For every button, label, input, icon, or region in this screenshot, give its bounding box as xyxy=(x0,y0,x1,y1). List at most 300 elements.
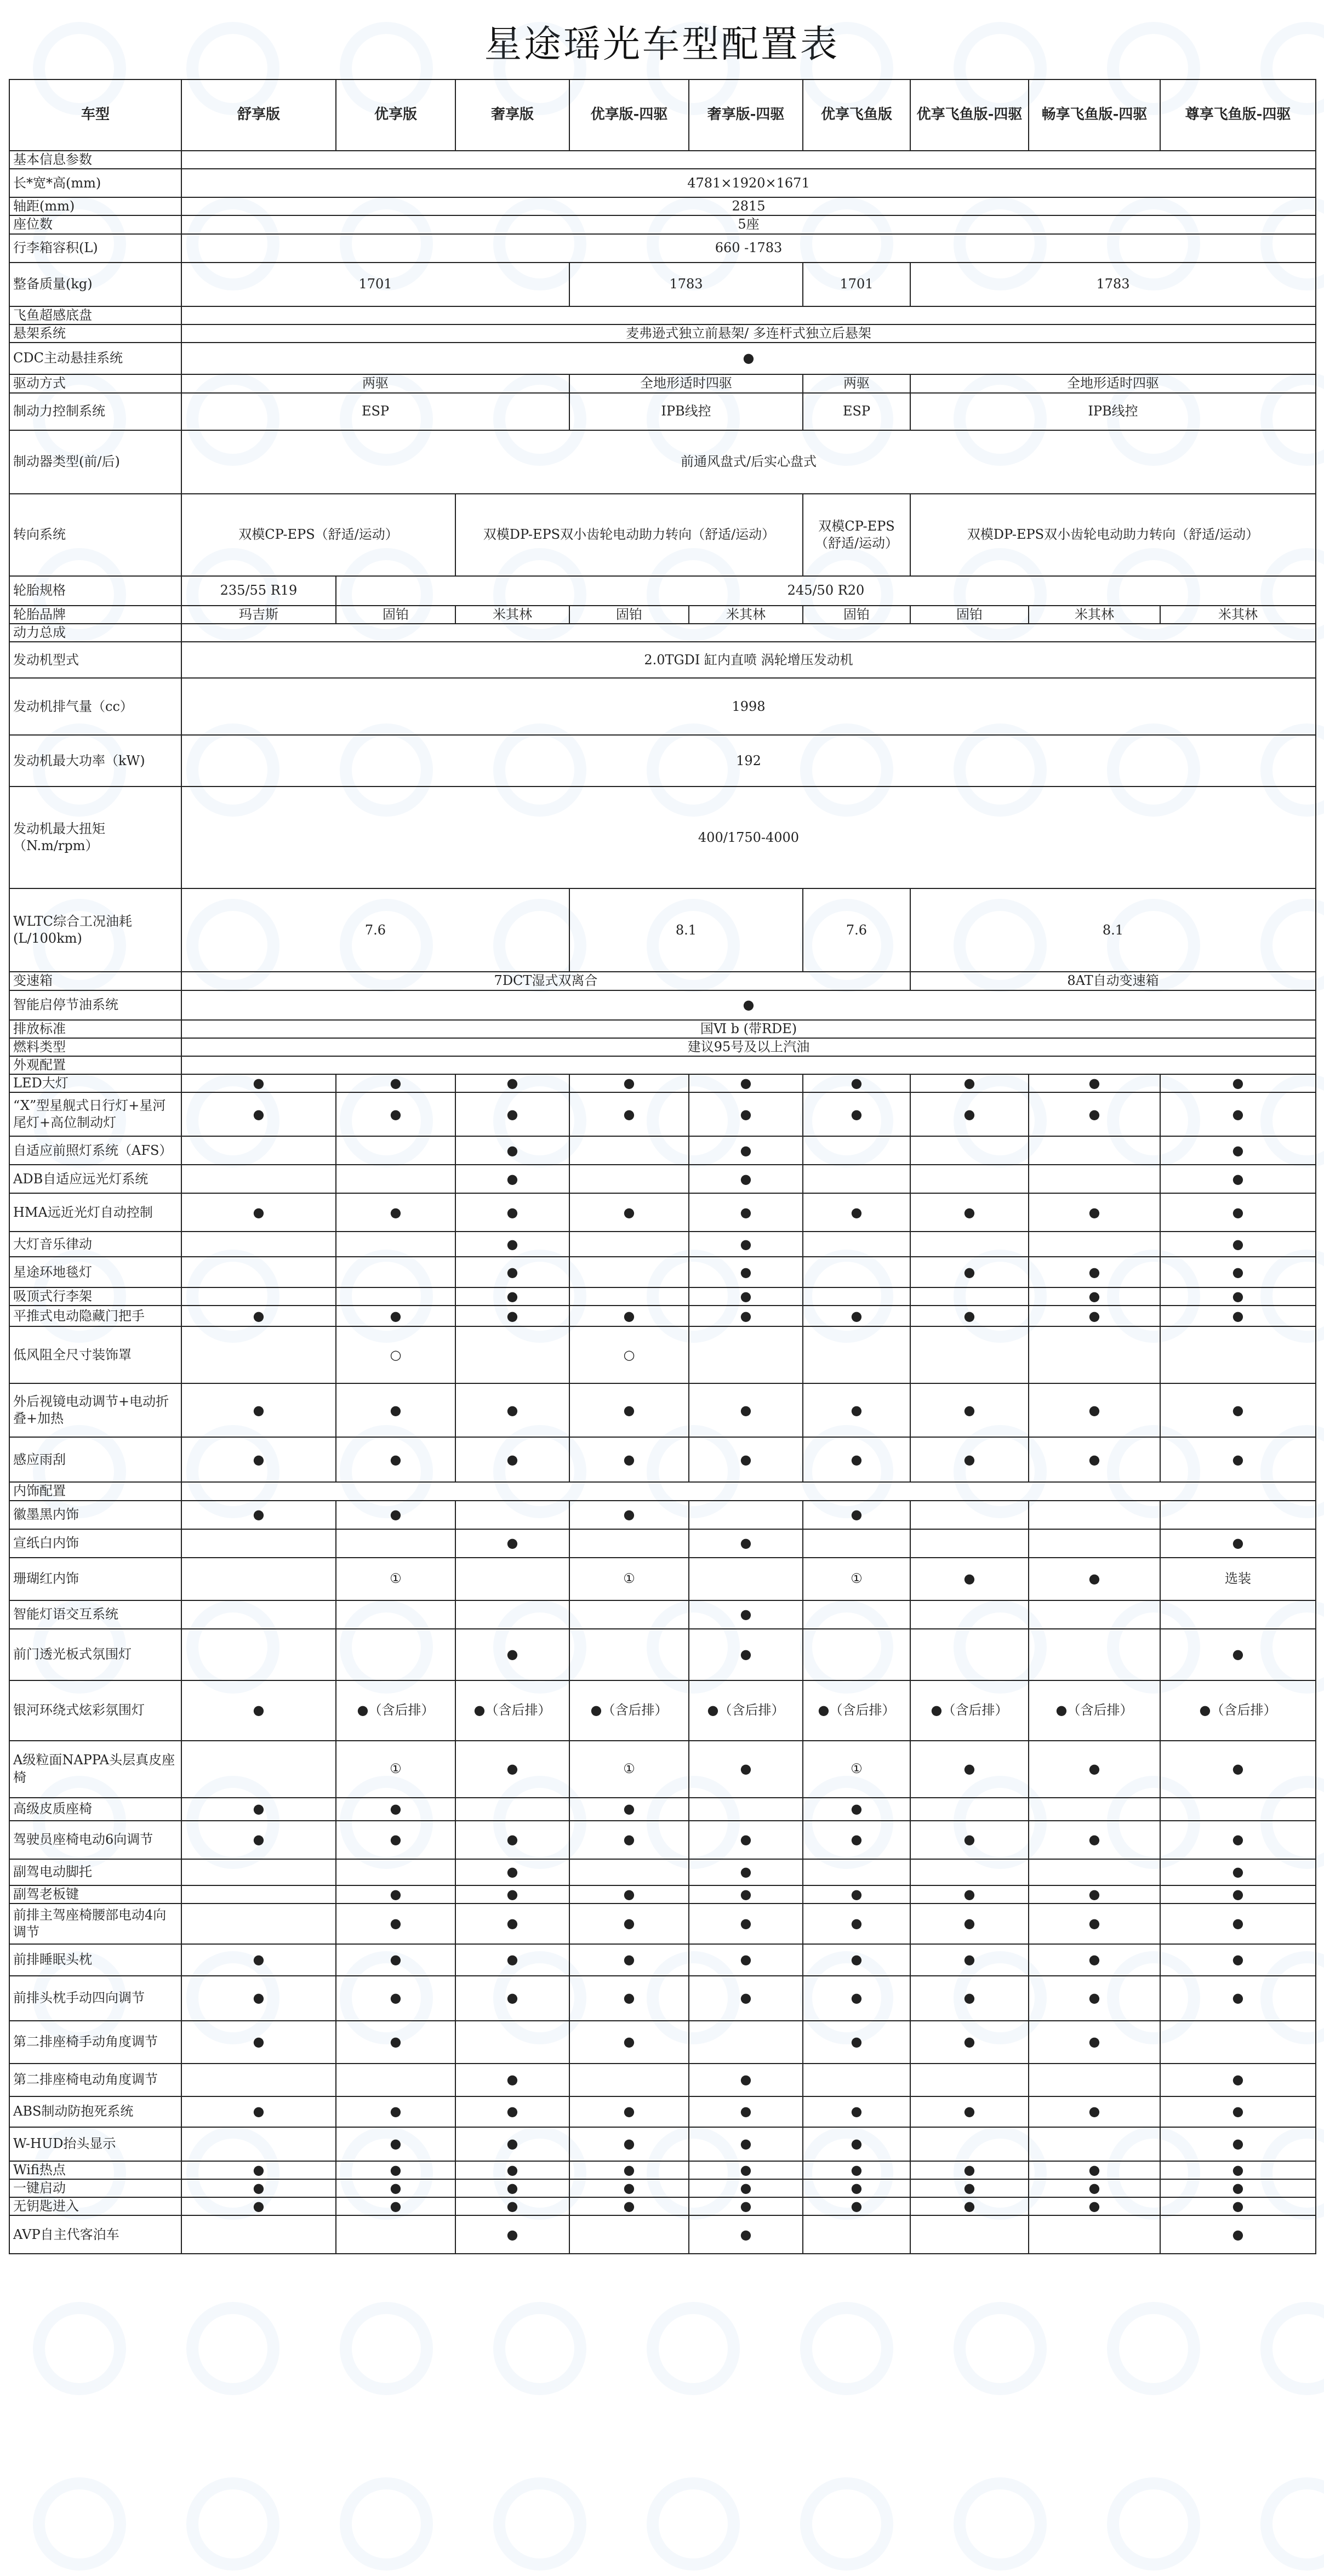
spec-value: ● xyxy=(910,2021,1029,2064)
spec-value xyxy=(1029,2127,1160,2161)
spec-row xyxy=(9,2161,1316,2179)
spec-row xyxy=(9,1020,1316,1038)
spec-value: ● xyxy=(689,1821,803,1859)
spec-value: ● xyxy=(803,1903,910,1944)
spec-value: ● xyxy=(1160,1885,1316,1903)
spec-value xyxy=(336,1859,455,1885)
spec-value: ● xyxy=(336,1501,455,1529)
spec-label: 变速箱 xyxy=(9,972,181,990)
spec-table xyxy=(9,79,1316,2254)
spec-row xyxy=(9,1136,1316,1165)
spec-value: ● xyxy=(181,1501,336,1529)
spec-value xyxy=(910,1232,1029,1257)
spec-row xyxy=(9,2096,1316,2127)
spec-value: ● xyxy=(910,1741,1029,1798)
spec-label: 前排头枕手动四向调节 xyxy=(9,1976,181,2021)
spec-value: ○ xyxy=(569,1326,689,1383)
spec-value: ● xyxy=(910,1193,1029,1232)
spec-value: 8AT自动变速箱 xyxy=(910,972,1316,990)
spec-row xyxy=(9,263,1316,306)
spec-value: ● xyxy=(569,1437,689,1482)
spec-value: ● xyxy=(689,2127,803,2161)
spec-label: 无钥匙进入 xyxy=(9,2197,181,2215)
spec-value xyxy=(455,1798,569,1821)
spec-value xyxy=(455,1558,569,1600)
spec-value xyxy=(181,1326,336,1383)
spec-value: ● xyxy=(689,1136,803,1165)
spec-row xyxy=(9,1885,1316,1903)
spec-value: ● xyxy=(1029,1976,1160,2021)
spec-row xyxy=(9,2179,1316,2197)
spec-value: ● xyxy=(181,1821,336,1859)
section-filler xyxy=(181,1056,1316,1074)
spec-value xyxy=(803,2064,910,2096)
spec-label: HMA远近光灯自动控制 xyxy=(9,1193,181,1232)
spec-value xyxy=(181,1629,336,1680)
spec-value: ● xyxy=(336,2197,455,2215)
spec-value: ● xyxy=(181,2021,336,2064)
spec-value: ● xyxy=(1160,1944,1316,1976)
spec-value: ● xyxy=(569,1092,689,1136)
spec-value: 固铂 xyxy=(569,606,689,624)
spec-value: 两驱 xyxy=(181,374,569,393)
trim-header: 畅享飞鱼版-四驱 xyxy=(1029,79,1160,151)
spec-label: 自适应前照灯系统（AFS） xyxy=(9,1136,181,1165)
spec-value: ESP xyxy=(181,393,569,430)
spec-value: ● xyxy=(1160,1903,1316,1944)
spec-value xyxy=(910,1287,1029,1306)
spec-value xyxy=(181,2215,336,2254)
spec-label: A级粒面NAPPA头层真皮座椅 xyxy=(9,1741,181,1798)
spec-label: 座位数 xyxy=(9,215,181,233)
spec-value xyxy=(689,1798,803,1821)
spec-value: ●（含后排） xyxy=(803,1680,910,1741)
spec-value: ● xyxy=(803,2161,910,2179)
spec-row xyxy=(9,1741,1316,1798)
spec-value: ● xyxy=(689,1944,803,1976)
spec-value: ● xyxy=(1160,1287,1316,1306)
section-filler xyxy=(181,306,1316,324)
spec-label: 第二排座椅手动角度调节 xyxy=(9,2021,181,2064)
spec-value: ● xyxy=(455,2064,569,2096)
spec-value: 两驱 xyxy=(803,374,910,393)
spec-value xyxy=(569,2064,689,2096)
spec-value: ● xyxy=(455,1165,569,1193)
spec-value: ● xyxy=(455,1287,569,1306)
spec-value xyxy=(181,1859,336,1885)
spec-value: ● xyxy=(455,1944,569,1976)
spec-value: ●（含后排） xyxy=(1160,1680,1316,1741)
spec-value: ① xyxy=(803,1741,910,1798)
spec-value: ● xyxy=(1029,1741,1160,1798)
spec-value: ● xyxy=(1029,2197,1160,2215)
spec-value: ● xyxy=(455,2161,569,2179)
spec-value xyxy=(910,2064,1029,2096)
spec-value xyxy=(1160,2021,1316,2064)
spec-row xyxy=(9,1798,1316,1821)
spec-value: 双模DP-EPS双小齿轮电动助力转向（舒适/运动） xyxy=(455,494,803,576)
spec-value xyxy=(181,1257,336,1287)
spec-label: 前排主驾座椅腰部电动4向调节 xyxy=(9,1903,181,1944)
spec-value xyxy=(336,1165,455,1193)
spec-value: ● xyxy=(336,1306,455,1326)
spec-value: ● xyxy=(1029,1944,1160,1976)
spec-value: ● xyxy=(181,1437,336,1482)
spec-value: 1783 xyxy=(910,263,1316,306)
spec-value: ● xyxy=(803,1383,910,1437)
header-row xyxy=(9,79,1316,151)
spec-value: ●（含后排） xyxy=(569,1680,689,1741)
trim-header: 奢享版 xyxy=(455,79,569,151)
spec-value: ● xyxy=(1160,2096,1316,2127)
spec-row xyxy=(9,374,1316,393)
spec-value: ● xyxy=(1160,1859,1316,1885)
spec-label: ADB自适应远光灯系统 xyxy=(9,1165,181,1193)
trim-header: 舒享版 xyxy=(181,79,336,151)
spec-value: ● xyxy=(455,1437,569,1482)
spec-label: 高级皮质座椅 xyxy=(9,1798,181,1821)
spec-value: 米其林 xyxy=(455,606,569,624)
watermark-mark xyxy=(1260,2477,1324,2571)
spec-label: 大灯音乐律动 xyxy=(9,1232,181,1257)
spec-value: ● xyxy=(1029,1885,1160,1903)
spec-value xyxy=(569,1136,689,1165)
spec-value: 固铂 xyxy=(910,606,1029,624)
spec-value: ● xyxy=(803,1092,910,1136)
spec-value: ● xyxy=(689,2161,803,2179)
spec-value xyxy=(1029,1600,1160,1629)
spec-value: IPB线控 xyxy=(569,393,803,430)
spec-value xyxy=(910,2127,1029,2161)
spec-value: ● xyxy=(910,1558,1029,1600)
spec-value xyxy=(336,1629,455,1680)
spec-row xyxy=(9,2215,1316,2254)
section-title: 动力总成 xyxy=(9,624,181,642)
spec-value: ● xyxy=(1029,1074,1160,1092)
spec-value: ● xyxy=(689,2064,803,2096)
spec-label: 轴距(mm) xyxy=(9,197,181,215)
spec-value: ● xyxy=(455,1529,569,1558)
spec-row xyxy=(9,169,1316,197)
spec-value: ● xyxy=(910,1074,1029,1092)
spec-label: 珊瑚红内饰 xyxy=(9,1558,181,1600)
section-title: 飞鱼超感底盘 xyxy=(9,306,181,324)
spec-value: ● xyxy=(1160,2215,1316,2254)
spec-value: ● xyxy=(336,2021,455,2064)
spec-value xyxy=(569,1287,689,1306)
spec-row xyxy=(9,1383,1316,1437)
spec-value: ● xyxy=(689,1437,803,1482)
spec-value xyxy=(910,1798,1029,1821)
spec-value xyxy=(336,2064,455,2096)
watermark-mark xyxy=(1107,2477,1200,2571)
spec-value: ● xyxy=(1029,1903,1160,1944)
spec-value: 4781×1920×1671 xyxy=(181,169,1316,197)
spec-label: 悬架系统 xyxy=(9,324,181,343)
spec-value xyxy=(910,1529,1029,1558)
spec-value: ● xyxy=(1029,1193,1160,1232)
spec-value xyxy=(689,2021,803,2064)
spec-value: ● xyxy=(689,1859,803,1885)
spec-value: ●（含后排） xyxy=(336,1680,455,1741)
spec-value: ● xyxy=(455,1193,569,1232)
spec-value xyxy=(455,1501,569,1529)
spec-value: 玛吉斯 xyxy=(181,606,336,624)
spec-row xyxy=(9,1092,1316,1136)
spec-value: ● xyxy=(455,2179,569,2197)
spec-label: 驱动方式 xyxy=(9,374,181,393)
spec-row xyxy=(9,1859,1316,1885)
spec-value: ● xyxy=(1160,2179,1316,2197)
spec-row xyxy=(9,972,1316,990)
spec-value: 8.1 xyxy=(569,888,803,972)
spec-row xyxy=(9,1600,1316,1629)
spec-label: 发动机型式 xyxy=(9,642,181,678)
spec-value: ● xyxy=(1160,1232,1316,1257)
spec-value: ●（含后排） xyxy=(689,1680,803,1741)
spec-value: ● xyxy=(803,2179,910,2197)
spec-value: ● xyxy=(910,1437,1029,1482)
spec-row xyxy=(9,1903,1316,1944)
spec-value: ● xyxy=(455,1859,569,1885)
spec-value: ● xyxy=(181,2161,336,2179)
spec-value xyxy=(910,1165,1029,1193)
spec-value: ● xyxy=(1029,1287,1160,1306)
spec-value: ● xyxy=(1160,1383,1316,1437)
spec-value: ● xyxy=(803,1885,910,1903)
spec-value: ● xyxy=(181,1193,336,1232)
watermark-mark xyxy=(647,2302,740,2395)
spec-row xyxy=(9,1287,1316,1306)
spec-label: 发动机最大功率（kW) xyxy=(9,735,181,787)
spec-value: ● xyxy=(689,1165,803,1193)
spec-value xyxy=(181,1903,336,1944)
spec-value: 双模CP-EPS（舒适/运动） xyxy=(181,494,455,576)
trim-header: 尊享飞鱼版-四驱 xyxy=(1160,79,1316,151)
spec-row xyxy=(9,888,1316,972)
section-filler xyxy=(181,151,1316,169)
spec-row xyxy=(9,2021,1316,2064)
spec-value: ● xyxy=(569,2161,689,2179)
spec-value xyxy=(1029,1136,1160,1165)
spec-value xyxy=(455,1600,569,1629)
spec-value xyxy=(181,1232,336,1257)
spec-value: ① xyxy=(569,1741,689,1798)
spec-value: 选装 xyxy=(1160,1558,1316,1600)
spec-value: ● xyxy=(803,1501,910,1529)
spec-row xyxy=(9,1326,1316,1383)
spec-value: 国Ⅵ b (带RDE) xyxy=(181,1020,1316,1038)
spec-value: ● xyxy=(689,1741,803,1798)
spec-value xyxy=(803,1529,910,1558)
spec-label: 发动机排气量（cc） xyxy=(9,678,181,735)
spec-value: ● xyxy=(455,1629,569,1680)
spec-value: ● xyxy=(569,2197,689,2215)
spec-value: 7.6 xyxy=(803,888,910,972)
spec-value: ● xyxy=(689,2197,803,2215)
spec-value: ● xyxy=(910,2096,1029,2127)
spec-value: ● xyxy=(455,2197,569,2215)
spec-value xyxy=(803,1232,910,1257)
spec-value: ● xyxy=(569,2179,689,2197)
spec-label: 低风阻全尺寸装饰罩 xyxy=(9,1326,181,1383)
spec-row xyxy=(9,1944,1316,1976)
header-label: 车型 xyxy=(9,79,181,151)
spec-value: ● xyxy=(181,1074,336,1092)
spec-label: 一键启动 xyxy=(9,2179,181,2197)
spec-value: ● xyxy=(336,1437,455,1482)
spec-value: ● xyxy=(689,1092,803,1136)
watermark-mark xyxy=(340,2302,433,2395)
spec-value: ● xyxy=(1029,2096,1160,2127)
spec-value xyxy=(181,1558,336,1600)
spec-value xyxy=(910,1326,1029,1383)
spec-value xyxy=(1029,2215,1160,2254)
spec-row xyxy=(9,576,1316,606)
spec-value: ● xyxy=(1029,1558,1160,1600)
spec-label: ABS制动防抱死系统 xyxy=(9,2096,181,2127)
spec-value: ● xyxy=(569,1944,689,1976)
spec-value: ● xyxy=(910,2197,1029,2215)
spec-value: ● xyxy=(910,1306,1029,1326)
spec-value: ● xyxy=(1160,1741,1316,1798)
watermark-mark xyxy=(186,2302,279,2395)
spec-row xyxy=(9,343,1316,374)
spec-value xyxy=(336,1529,455,1558)
spec-label: 外后视镜电动调节+电动折叠+加热 xyxy=(9,1383,181,1437)
spec-value xyxy=(803,2215,910,2254)
spec-value: 固铂 xyxy=(336,606,455,624)
spec-label: 轮胎品牌 xyxy=(9,606,181,624)
spec-value: ● xyxy=(689,1903,803,1944)
spec-value: ● xyxy=(569,1821,689,1859)
spec-label: 宣纸白内饰 xyxy=(9,1529,181,1558)
spec-label: LED大灯 xyxy=(9,1074,181,1092)
spec-value: ● xyxy=(910,1976,1029,2021)
spec-value xyxy=(910,1136,1029,1165)
spec-value xyxy=(569,1232,689,1257)
section-row xyxy=(9,306,1316,324)
spec-row xyxy=(9,1821,1316,1859)
spec-value: ● xyxy=(689,2096,803,2127)
spec-row xyxy=(9,197,1316,215)
spec-row xyxy=(9,1257,1316,1287)
spec-label: WLTC综合工况油耗(L/100km) xyxy=(9,888,181,972)
spec-value xyxy=(336,1232,455,1257)
trim-header: 优享版-四驱 xyxy=(569,79,689,151)
trim-header: 优享飞鱼版-四驱 xyxy=(910,79,1029,151)
spec-label: “X”型星舰式日行灯+星河尾灯+高位制动灯 xyxy=(9,1092,181,1136)
spec-row xyxy=(9,1501,1316,1529)
spec-row xyxy=(9,1306,1316,1326)
spec-value: ● xyxy=(336,1821,455,1859)
spec-value: ● xyxy=(455,2127,569,2161)
spec-row xyxy=(9,234,1316,263)
spec-row xyxy=(9,1165,1316,1193)
spec-row xyxy=(9,2064,1316,2096)
spec-label: 前排睡眠头枕 xyxy=(9,1944,181,1976)
spec-value: ● xyxy=(569,2096,689,2127)
spec-label: AVP自主代客泊车 xyxy=(9,2215,181,2254)
spec-value xyxy=(1029,1501,1160,1529)
spec-value: IPB线控 xyxy=(910,393,1316,430)
section-row xyxy=(9,1056,1316,1074)
spec-value: ● xyxy=(1160,1976,1316,2021)
spec-value xyxy=(569,1257,689,1287)
watermark-mark xyxy=(1260,2302,1324,2395)
spec-label: 长*宽*高(mm) xyxy=(9,169,181,197)
spec-value: ● xyxy=(803,2096,910,2127)
spec-value xyxy=(1029,1629,1160,1680)
watermark-mark xyxy=(340,2477,433,2571)
spec-value: ● xyxy=(455,1976,569,2021)
spec-row xyxy=(9,1629,1316,1680)
spec-value: ● xyxy=(910,2179,1029,2197)
spec-value: ● xyxy=(803,1944,910,1976)
spec-value: ● xyxy=(455,1092,569,1136)
spec-value: ● xyxy=(455,1885,569,1903)
section-filler xyxy=(181,1482,1316,1500)
spec-label: 星途环地毯灯 xyxy=(9,1257,181,1287)
spec-value: ● xyxy=(181,2197,336,2215)
spec-value: ● xyxy=(1160,1529,1316,1558)
spec-value xyxy=(1029,1232,1160,1257)
spec-label: 智能启停节油系统 xyxy=(9,990,181,1020)
spec-value xyxy=(689,1501,803,1529)
spec-value: ● xyxy=(689,1257,803,1287)
spec-value: ● xyxy=(803,1306,910,1326)
spec-label: 智能灯语交互系统 xyxy=(9,1600,181,1629)
spec-value: ● xyxy=(1160,2064,1316,2096)
spec-value: ● xyxy=(569,1903,689,1944)
spec-label: 制动力控制系统 xyxy=(9,393,181,430)
spec-value: 米其林 xyxy=(689,606,803,624)
spec-value: ● xyxy=(455,1136,569,1165)
spec-row xyxy=(9,1074,1316,1092)
spec-label: 平推式电动隐藏门把手 xyxy=(9,1306,181,1326)
spec-value: ● xyxy=(181,990,1316,1020)
spec-value xyxy=(803,1859,910,1885)
spec-value: ● xyxy=(455,2096,569,2127)
spec-value: ● xyxy=(1160,2197,1316,2215)
spec-value: 235/55 R19 xyxy=(181,576,336,606)
spec-value: ● xyxy=(181,1680,336,1741)
spec-value xyxy=(569,1600,689,1629)
spec-value xyxy=(1029,1165,1160,1193)
spec-value: ● xyxy=(455,1903,569,1944)
watermark-mark xyxy=(647,2477,740,2571)
spec-value: ● xyxy=(1029,2021,1160,2064)
spec-value: ● xyxy=(803,2127,910,2161)
spec-value: 麦弗逊式独立前悬架/ 多连杆式独立后悬架 xyxy=(181,324,1316,343)
spec-value: ● xyxy=(336,1383,455,1437)
spec-value: 245/50 R20 xyxy=(336,576,1316,606)
spec-value: ● xyxy=(689,1306,803,1326)
section-filler xyxy=(181,624,1316,642)
spec-value xyxy=(181,1529,336,1558)
spec-value: ● xyxy=(181,1383,336,1437)
spec-value xyxy=(1029,1798,1160,1821)
page-title: 星途瑶光车型配置表 xyxy=(484,22,840,66)
spec-value: ● xyxy=(181,1798,336,1821)
spec-row xyxy=(9,494,1316,576)
spec-value xyxy=(689,1558,803,1600)
spec-value xyxy=(803,1287,910,1306)
spec-value xyxy=(569,1165,689,1193)
spec-value: ● xyxy=(569,1306,689,1326)
spec-value: ● xyxy=(1029,1383,1160,1437)
spec-value: ① xyxy=(569,1558,689,1600)
